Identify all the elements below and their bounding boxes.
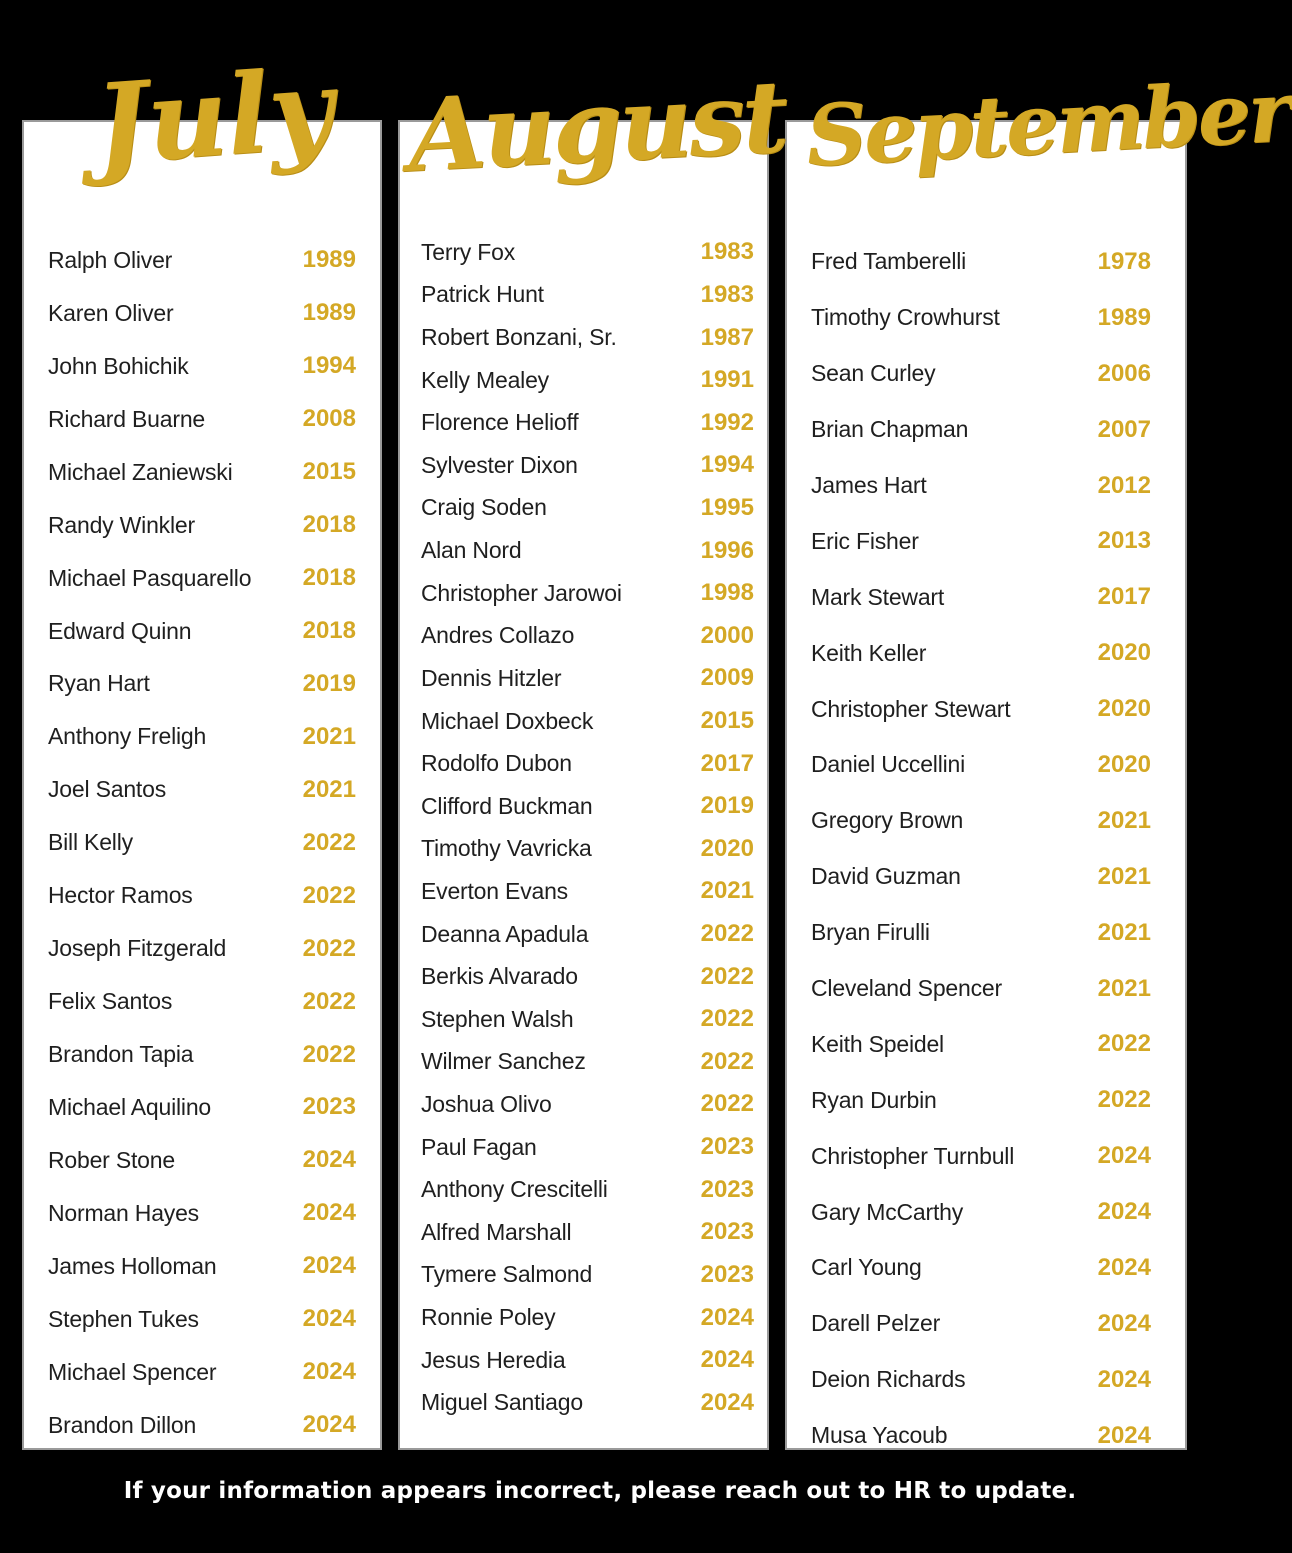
anniversary-year: 2021 bbox=[302, 775, 356, 803]
anniversary-year: 2024 bbox=[1097, 1421, 1151, 1449]
anniversary-year: 2024 bbox=[302, 1146, 356, 1174]
anniversary-year: 2021 bbox=[1097, 806, 1151, 834]
list-item bbox=[811, 1128, 1151, 1184]
employee-name: Felix Santos bbox=[48, 988, 173, 1015]
list-item bbox=[811, 737, 1151, 793]
anniversary-year: 2023 bbox=[700, 1175, 754, 1203]
employee-name: Craig Soden bbox=[421, 494, 547, 521]
employee-name: Dennis Hitzler bbox=[421, 664, 562, 691]
employee-name: Richard Buarne bbox=[48, 405, 206, 432]
anniversary-year: 2024 bbox=[1097, 1365, 1151, 1393]
list-item bbox=[421, 529, 754, 572]
employee-name: Alan Nord bbox=[421, 537, 522, 564]
anniversary-year: 1991 bbox=[700, 366, 754, 394]
list-item bbox=[421, 401, 754, 444]
employee-name: Michael Zaniewski bbox=[48, 458, 233, 485]
anniversary-year: 1992 bbox=[700, 408, 754, 436]
employee-name: Anthony Freligh bbox=[48, 723, 207, 750]
list-item bbox=[421, 359, 754, 402]
anniversary-year: 2021 bbox=[700, 877, 754, 905]
anniversary-year: 2019 bbox=[302, 669, 356, 697]
employee-name: Ryan Durbin bbox=[811, 1086, 937, 1113]
list-item bbox=[811, 1352, 1151, 1408]
list-item bbox=[421, 1168, 754, 1211]
list-item bbox=[421, 955, 754, 998]
list-item bbox=[421, 700, 754, 743]
list-item bbox=[811, 793, 1151, 849]
anniversary-year: 2000 bbox=[700, 621, 754, 649]
list-item bbox=[811, 569, 1151, 625]
employee-name: Bill Kelly bbox=[48, 829, 133, 856]
employee-name: Brandon Dillon bbox=[48, 1411, 197, 1438]
employee-name: Andres Collazo bbox=[421, 622, 575, 649]
anniversary-year: 1983 bbox=[700, 238, 754, 266]
list-item bbox=[811, 1072, 1151, 1128]
list-item bbox=[48, 1028, 356, 1081]
anniversary-year: 2023 bbox=[302, 1093, 356, 1121]
anniversary-year: 2012 bbox=[1097, 471, 1151, 499]
list-item bbox=[421, 316, 754, 359]
list-item bbox=[48, 658, 356, 711]
employee-name: John Bohichik bbox=[48, 352, 189, 379]
anniversary-year: 2020 bbox=[1097, 695, 1151, 723]
anniversary-year: 2024 bbox=[700, 1346, 754, 1374]
anniversary-year: 1998 bbox=[700, 579, 754, 607]
employee-name: Cleveland Spencer bbox=[811, 975, 1002, 1002]
list-item bbox=[48, 975, 356, 1028]
list-item bbox=[811, 513, 1151, 569]
employee-name: Florence Helioff bbox=[421, 409, 579, 436]
anniversary-year: 2024 bbox=[302, 1358, 356, 1386]
employee-name: Anthony Crescitelli bbox=[421, 1176, 608, 1203]
anniversary-year: 2022 bbox=[302, 828, 356, 856]
employee-name: Daniel Uccellini bbox=[811, 751, 966, 778]
anniversary-year: 1989 bbox=[1097, 303, 1151, 331]
list-item bbox=[421, 1296, 754, 1339]
month-heading-july: July bbox=[90, 43, 337, 190]
anniversary-year: 2024 bbox=[700, 1303, 754, 1331]
employee-name: Randy Winkler bbox=[48, 511, 195, 538]
employee-name: Rodolfo Dubon bbox=[421, 750, 572, 777]
list-item bbox=[421, 828, 754, 871]
list-item bbox=[421, 1041, 754, 1084]
list-item bbox=[421, 1126, 754, 1169]
list-item bbox=[421, 1254, 754, 1297]
employee-name: Miguel Santiago bbox=[421, 1389, 583, 1416]
employee-name: Keith Keller bbox=[811, 639, 927, 666]
anniversary-year: 2020 bbox=[700, 834, 754, 862]
employee-name: Karen Oliver bbox=[48, 299, 174, 326]
employee-name: Christopher Stewart bbox=[811, 695, 1011, 722]
anniversary-year: 2021 bbox=[1097, 862, 1151, 890]
anniversary-year: 2024 bbox=[1097, 1309, 1151, 1337]
list-item bbox=[811, 346, 1151, 402]
list-item bbox=[421, 742, 754, 785]
anniversary-year: 2008 bbox=[302, 405, 356, 433]
employee-name: Robert Bonzani, Sr. bbox=[421, 324, 617, 351]
list-item bbox=[421, 913, 754, 956]
list-item bbox=[48, 287, 356, 340]
employee-name: Eric Fisher bbox=[811, 527, 919, 554]
anniversary-year: 2024 bbox=[1097, 1142, 1151, 1170]
anniversary-year: 2021 bbox=[1097, 918, 1151, 946]
month-heading-september: September bbox=[803, 61, 1292, 186]
list-item bbox=[811, 1184, 1151, 1240]
anniversary-year: 2018 bbox=[302, 511, 356, 539]
anniversary-year: 1978 bbox=[1097, 247, 1151, 275]
anniversary-year: 2022 bbox=[1097, 1030, 1151, 1058]
anniversary-year: 1995 bbox=[700, 493, 754, 521]
september-column bbox=[785, 120, 1187, 1450]
list-item bbox=[48, 552, 356, 605]
employee-name: Stephen Tukes bbox=[48, 1305, 199, 1332]
employee-name: Clifford Buckman bbox=[421, 792, 593, 819]
august-list bbox=[421, 231, 754, 1424]
anniversary-year: 2022 bbox=[302, 881, 356, 909]
anniversary-year: 2022 bbox=[700, 920, 754, 948]
employee-name: Musa Yacoub bbox=[811, 1422, 948, 1449]
anniversary-year: 2022 bbox=[302, 1040, 356, 1068]
anniversary-year: 2024 bbox=[302, 1305, 356, 1333]
employee-name: Timothy Crowhurst bbox=[811, 304, 1000, 331]
july-column bbox=[22, 120, 382, 1450]
list-item bbox=[421, 614, 754, 657]
list-item bbox=[48, 605, 356, 658]
list-item bbox=[48, 922, 356, 975]
anniversary-year: 2024 bbox=[1097, 1253, 1151, 1281]
list-item bbox=[421, 657, 754, 700]
anniversary-year: 1989 bbox=[302, 299, 356, 327]
list-item bbox=[811, 849, 1151, 905]
anniversary-year: 2009 bbox=[700, 664, 754, 692]
list-item bbox=[48, 340, 356, 393]
list-item bbox=[48, 393, 356, 446]
employee-name: Everton Evans bbox=[421, 877, 568, 904]
anniversary-year: 2024 bbox=[302, 1411, 356, 1439]
employee-name: Ryan Hart bbox=[48, 670, 150, 697]
anniversary-year: 2020 bbox=[1097, 750, 1151, 778]
list-item bbox=[48, 1187, 356, 1240]
anniversary-year: 2007 bbox=[1097, 415, 1151, 443]
anniversary-year: 2021 bbox=[1097, 974, 1151, 1002]
anniversary-year: 2024 bbox=[302, 1199, 356, 1227]
employee-name: Michael Aquilino bbox=[48, 1093, 212, 1120]
employee-name: Gregory Brown bbox=[811, 807, 964, 834]
employee-name: Christopher Jarowoi bbox=[421, 579, 622, 606]
anniversary-year: 2024 bbox=[1097, 1198, 1151, 1226]
list-item bbox=[421, 998, 754, 1041]
list-item bbox=[421, 1083, 754, 1126]
list-item bbox=[421, 444, 754, 487]
list-item bbox=[811, 290, 1151, 346]
employee-name: Wilmer Sanchez bbox=[421, 1048, 586, 1075]
anniversary-year: 2018 bbox=[302, 617, 356, 645]
employee-name: Keith Speidel bbox=[811, 1030, 944, 1057]
employee-name: Bryan Firulli bbox=[811, 919, 930, 946]
list-item bbox=[811, 1296, 1151, 1352]
list-item bbox=[48, 499, 356, 552]
list-item bbox=[48, 710, 356, 763]
footer-note: If your information appears incorrect, please reach out to HR to update. bbox=[123, 1478, 1077, 1504]
list-item bbox=[421, 572, 754, 615]
anniversary-year: 2017 bbox=[700, 749, 754, 777]
anniversary-year: 2023 bbox=[700, 1218, 754, 1246]
employee-name: Alfred Marshall bbox=[421, 1218, 572, 1245]
anniversary-year: 1983 bbox=[700, 280, 754, 308]
anniversary-year: 2022 bbox=[1097, 1086, 1151, 1114]
list-item bbox=[811, 402, 1151, 458]
employee-name: Brandon Tapia bbox=[48, 1041, 194, 1068]
july-list bbox=[48, 234, 356, 1452]
anniversary-year: 2022 bbox=[700, 962, 754, 990]
list-item bbox=[421, 231, 754, 274]
list-item bbox=[421, 1381, 754, 1424]
list-item bbox=[48, 869, 356, 922]
list-item bbox=[421, 274, 754, 317]
list-item bbox=[421, 1339, 754, 1382]
employee-name: Terry Fox bbox=[421, 238, 516, 265]
employee-name: Darell Pelzer bbox=[811, 1310, 941, 1337]
employee-name: David Guzman bbox=[811, 863, 961, 890]
employee-name: Michael Spencer bbox=[48, 1358, 217, 1385]
list-item bbox=[421, 785, 754, 828]
employee-name: Mark Stewart bbox=[811, 583, 945, 610]
list-item bbox=[48, 1346, 356, 1399]
employee-name: James Hart bbox=[811, 472, 927, 498]
anniversary-year: 2022 bbox=[700, 1005, 754, 1033]
employee-name: Paul Fagan bbox=[421, 1133, 537, 1160]
employee-name: Ronnie Poley bbox=[421, 1304, 556, 1331]
anniversary-year: 2022 bbox=[302, 934, 356, 962]
anniversary-year: 2022 bbox=[302, 987, 356, 1015]
employee-name: Deion Richards bbox=[811, 1366, 966, 1393]
anniversary-year: 2023 bbox=[700, 1260, 754, 1288]
list-item bbox=[811, 458, 1151, 514]
employee-name: Hector Ramos bbox=[48, 882, 193, 909]
employee-name: James Holloman bbox=[48, 1252, 217, 1279]
employee-name: Sylvester Dixon bbox=[421, 451, 578, 478]
list-item bbox=[48, 1134, 356, 1187]
employee-name: Timothy Vavricka bbox=[421, 835, 592, 862]
anniversary-year: 2020 bbox=[1097, 639, 1151, 667]
anniversary-year: 2023 bbox=[700, 1133, 754, 1161]
list-item bbox=[811, 961, 1151, 1017]
employee-name: Sean Curley bbox=[811, 360, 936, 387]
employee-name: Edward Quinn bbox=[48, 617, 192, 644]
anniversary-year: 2015 bbox=[700, 707, 754, 734]
anniversary-year: 2021 bbox=[302, 722, 356, 750]
list-item bbox=[48, 1399, 356, 1452]
employee-name: Patrick Hunt bbox=[421, 281, 544, 308]
list-item bbox=[48, 816, 356, 869]
list-item bbox=[811, 625, 1151, 681]
list-item bbox=[48, 446, 356, 499]
list-item bbox=[811, 234, 1151, 290]
employee-name: Michael Pasquarello bbox=[48, 564, 252, 591]
employee-name: Michael Doxbeck bbox=[421, 707, 594, 734]
list-item bbox=[48, 763, 356, 816]
employee-name: Joshua Olivo bbox=[421, 1090, 552, 1117]
list-item bbox=[811, 1016, 1151, 1072]
employee-name: Carl Young bbox=[811, 1254, 922, 1281]
anniversary-year: 2006 bbox=[1097, 359, 1151, 387]
list-item bbox=[421, 1211, 754, 1254]
anniversary-year: 1989 bbox=[302, 246, 356, 274]
employee-name: Kelly Mealey bbox=[421, 366, 549, 393]
anniversary-year: 2015 bbox=[302, 458, 356, 486]
list-item bbox=[48, 1240, 356, 1293]
employee-name: Stephen Walsh bbox=[421, 1005, 574, 1032]
list-item bbox=[48, 1081, 356, 1134]
employee-name: Tymere Salmond bbox=[421, 1261, 593, 1288]
september-list bbox=[811, 234, 1151, 1464]
employee-name: Rober Stone bbox=[48, 1146, 175, 1173]
list-item bbox=[811, 1408, 1151, 1464]
anniversary-year: 1994 bbox=[302, 352, 356, 380]
employee-name: Fred Tamberelli bbox=[811, 248, 967, 275]
anniversary-year: 2013 bbox=[1097, 527, 1151, 555]
employee-name: Jesus Heredia bbox=[421, 1346, 566, 1373]
employee-name: Gary McCarthy bbox=[811, 1198, 964, 1225]
employee-name: Joel Santos bbox=[48, 776, 166, 803]
employee-name: Norman Hayes bbox=[48, 1199, 199, 1226]
anniversary-year: 2017 bbox=[1097, 583, 1151, 611]
list-item bbox=[48, 1293, 356, 1346]
anniversary-year: 1994 bbox=[700, 451, 754, 479]
anniversary-year: 2018 bbox=[302, 564, 356, 592]
employee-name: Christopher Turnbull bbox=[811, 1142, 1015, 1169]
employee-name: Ralph Oliver bbox=[48, 246, 173, 273]
list-item bbox=[421, 487, 754, 530]
list-item bbox=[421, 870, 754, 913]
employee-name: Brian Chapman bbox=[811, 416, 969, 443]
list-item bbox=[811, 1240, 1151, 1296]
list-item bbox=[811, 681, 1151, 737]
august-column bbox=[398, 120, 769, 1450]
anniversary-year: 2024 bbox=[302, 1252, 356, 1280]
list-item bbox=[811, 905, 1151, 961]
list-item bbox=[48, 234, 356, 287]
employee-name: Deanna Apadula bbox=[421, 920, 589, 947]
anniversary-year: 1996 bbox=[700, 536, 754, 564]
employee-name: Berkis Alvarado bbox=[421, 963, 578, 990]
anniversary-year: 2019 bbox=[700, 792, 754, 820]
anniversary-year: 2022 bbox=[700, 1090, 754, 1118]
month-heading-august: August bbox=[405, 57, 789, 195]
anniversary-year: 1987 bbox=[700, 323, 754, 351]
anniversary-year: 2024 bbox=[700, 1388, 754, 1416]
anniversary-year: 2022 bbox=[700, 1047, 754, 1075]
employee-name: Joseph Fitzgerald bbox=[48, 935, 227, 962]
